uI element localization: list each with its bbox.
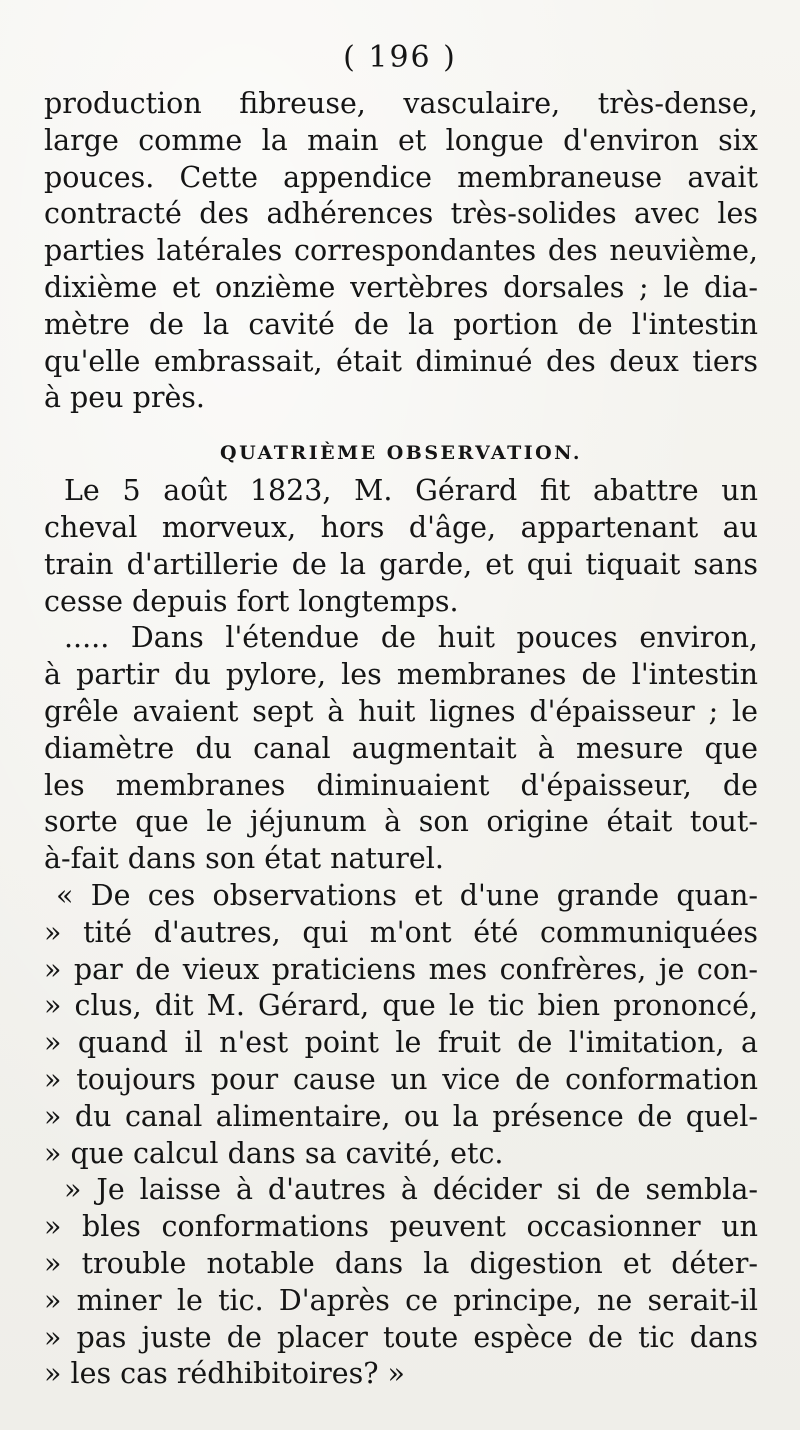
text-line: » toujours pour cause un vice de conformation <box>44 1062 758 1096</box>
text-line: » du canal alimentaire, ou la présence de quel- <box>44 1099 758 1133</box>
text-line: diamètre du canal augmentait à mesure que <box>44 731 758 765</box>
text-line: qu'elle embrassait, était diminué des deux tiers <box>44 344 758 378</box>
text-line: cesse depuis fort longtemps. <box>44 584 459 618</box>
text-line: dixième et onzième vertèbres dorsales ; le dia- <box>44 270 758 304</box>
paragraph-quotation-continued <box>44 1172 758 1393</box>
text-line: » bles conformations peuvent occasionner un <box>44 1210 758 1244</box>
text-line: » pas juste de placer toute espèce de tic dans <box>44 1320 758 1354</box>
text-line: » les cas rédhibitoires? » <box>44 1357 405 1391</box>
text-line: large comme la main et longue d'environ six <box>44 123 758 157</box>
text-line: » clus, dit M. Gérard, que le tic bien prononcé, <box>44 989 758 1023</box>
text-line: production fibreuse, vasculaire, très-dense, <box>44 87 758 120</box>
page-body <box>44 86 758 1393</box>
text-line: » tité d'autres, qui m'ont été communiquées <box>44 915 758 949</box>
text-line: grêle avaient sept à huit lignes d'épaisseur ; le <box>44 694 758 728</box>
paragraph-observation <box>44 473 758 620</box>
text-line: ..... Dans l'étendue de huit pouces environ, <box>64 621 758 655</box>
paragraph-findings <box>44 620 758 878</box>
text-line: » par de vieux praticiens mes confrères, je con- <box>44 952 758 986</box>
text-line: contracté des adhérences très-solides avec les <box>44 197 758 231</box>
text-line: parties latérales correspondantes des neuvième, <box>44 234 758 268</box>
text-line: » miner le tic. D'après ce principe, ne serait-il <box>44 1283 758 1317</box>
text-line: pouces. Cette appendice membraneuse avait <box>44 160 758 194</box>
text-line: train d'artillerie de la garde, et qui tiquait sans <box>44 547 758 581</box>
paragraph-quotation <box>44 878 758 1172</box>
page-number: ( 196 ) <box>343 40 457 75</box>
text-line: Le 5 août 1823, M. Gérard fit abattre un <box>64 474 758 508</box>
text-line: à-fait dans son état naturel. <box>44 842 444 876</box>
text-line: » quand il n'est point le fruit de l'imitation, a <box>44 1026 758 1060</box>
text-line: » que calcul dans sa cavité, etc. <box>44 1136 504 1170</box>
section-heading: QUATRIÈME OBSERVATION. <box>220 442 582 465</box>
text-line: cheval morveux, hors d'âge, appartenant au <box>44 510 758 544</box>
text-line: » Je laisse à d'autres à décider si de sembla- <box>64 1173 758 1207</box>
text-line: sorte que le jéjunum à son origine était tout- <box>44 805 758 839</box>
text-line: à partir du pylore, les membranes de l'intestin <box>44 658 758 692</box>
text-line: les membranes diminuaient d'épaisseur, de <box>44 768 758 802</box>
text-line: « De ces observations et d'une grande quan- <box>56 878 758 912</box>
paragraph-continuation <box>44 86 758 417</box>
text-line: » trouble notable dans la digestion et déter- <box>44 1246 758 1280</box>
text-line: à peu près. <box>44 381 205 415</box>
text-line: mètre de la cavité de la portion de l'intestin <box>44 307 758 341</box>
